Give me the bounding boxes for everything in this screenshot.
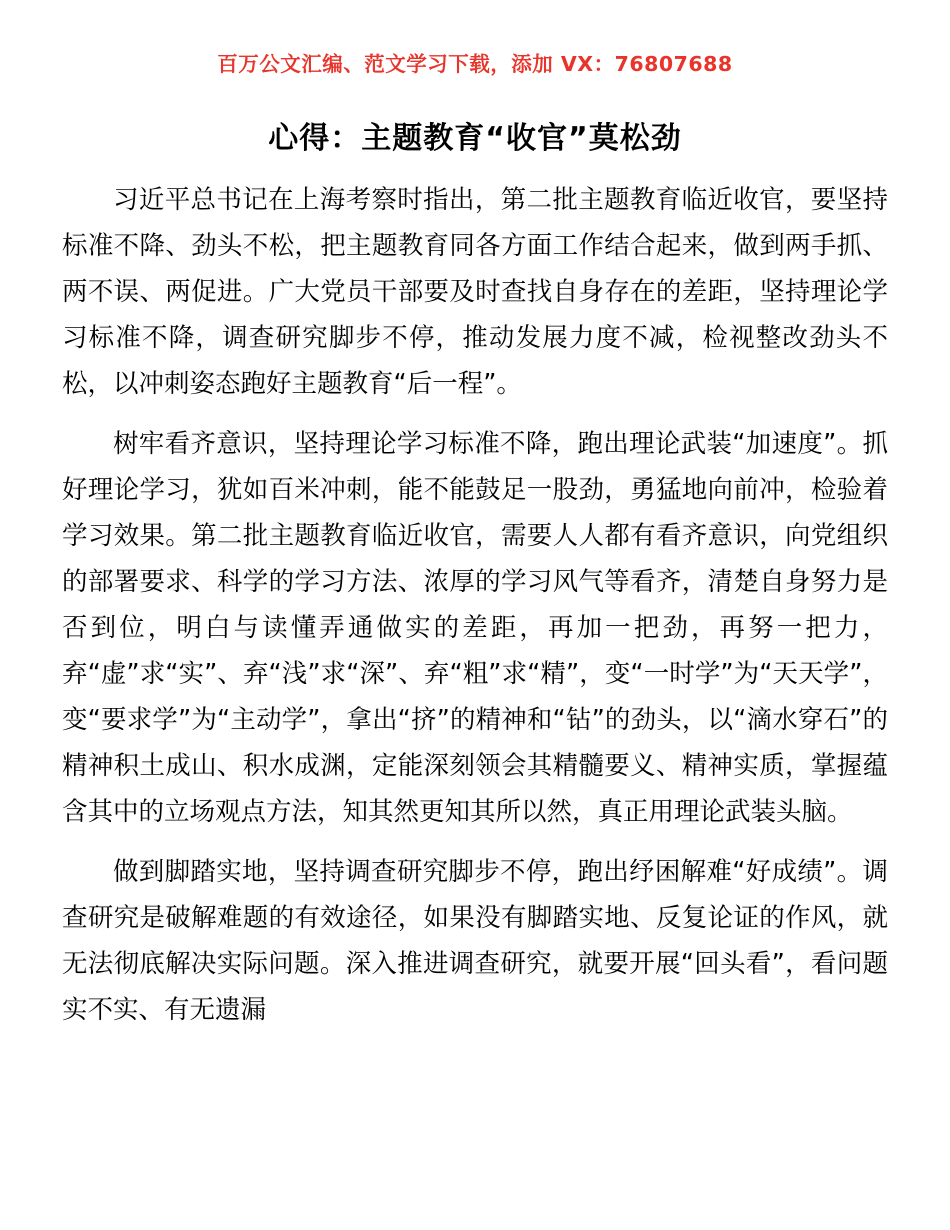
paragraph-spacer xyxy=(62,407,888,421)
document-body xyxy=(62,177,888,1033)
watermark-banner: 百万公文汇编、范文学习下载，添加 VX：76807688 xyxy=(217,52,733,76)
paragraph: 习近平总书记在上海考察时指出，第二批主题教育临近收官，要坚持标准不降、劲头不松，把主题教育同各方面工作结合起来，做到两手抓、两不误、两促进。广大党员干部要及时查找自身存在的差距，坚持理论学习标准不降，调查研究脚步不停，推动发展力度不减，检视整改劲头不松，以冲刺姿态跑好主题教育“后一程”。 xyxy=(62,184,888,399)
paragraph: 树牢看齐意识，坚持理论学习标准不降，跑出理论武装“加速度”。抓好理论学习，犹如百米冲刺，能不能鼓足一股劲，勇猛地向前冲，检验着学习效果。第二批主题教育临近收官，需要人人都有看齐意识，向党组织的部署要求、科学的学习方法、浓厚的学习风气等看齐，清楚自身努力是否到位，明白与读懂弄通做实的差距，再加一把劲，再努一把力，弃“虚”求“实”、弃“浅”求“深”、弃“粗”求“精”，变“一时学”为“天天学”，变“要求学”为“主动学”，拿出“挤”的精神和“钻”的劲头，以“滴水穿石”的精神积土成山、积水成渊，定能深刻领会其精髓要义、精神实质，掌握蕴含其中的立场观点方法，知其然更知其所以然，真正用理论武装头脑。 xyxy=(62,428,888,827)
paragraph-spacer xyxy=(62,835,888,849)
page-title: 心得：主题教育“收官”莫松劲 xyxy=(268,120,682,156)
paragraph: 做到脚踏实地，坚持调查研究脚步不停，跑出纾困解难“好成绩”。调查研究是破解难题的有效途径，如果没有脚踏实地、反复论证的作风，就无法彻底解决实际问题。深入推进调查研究，就要开展“回头看”，看问题实不实、有无遗漏 xyxy=(62,856,888,1025)
